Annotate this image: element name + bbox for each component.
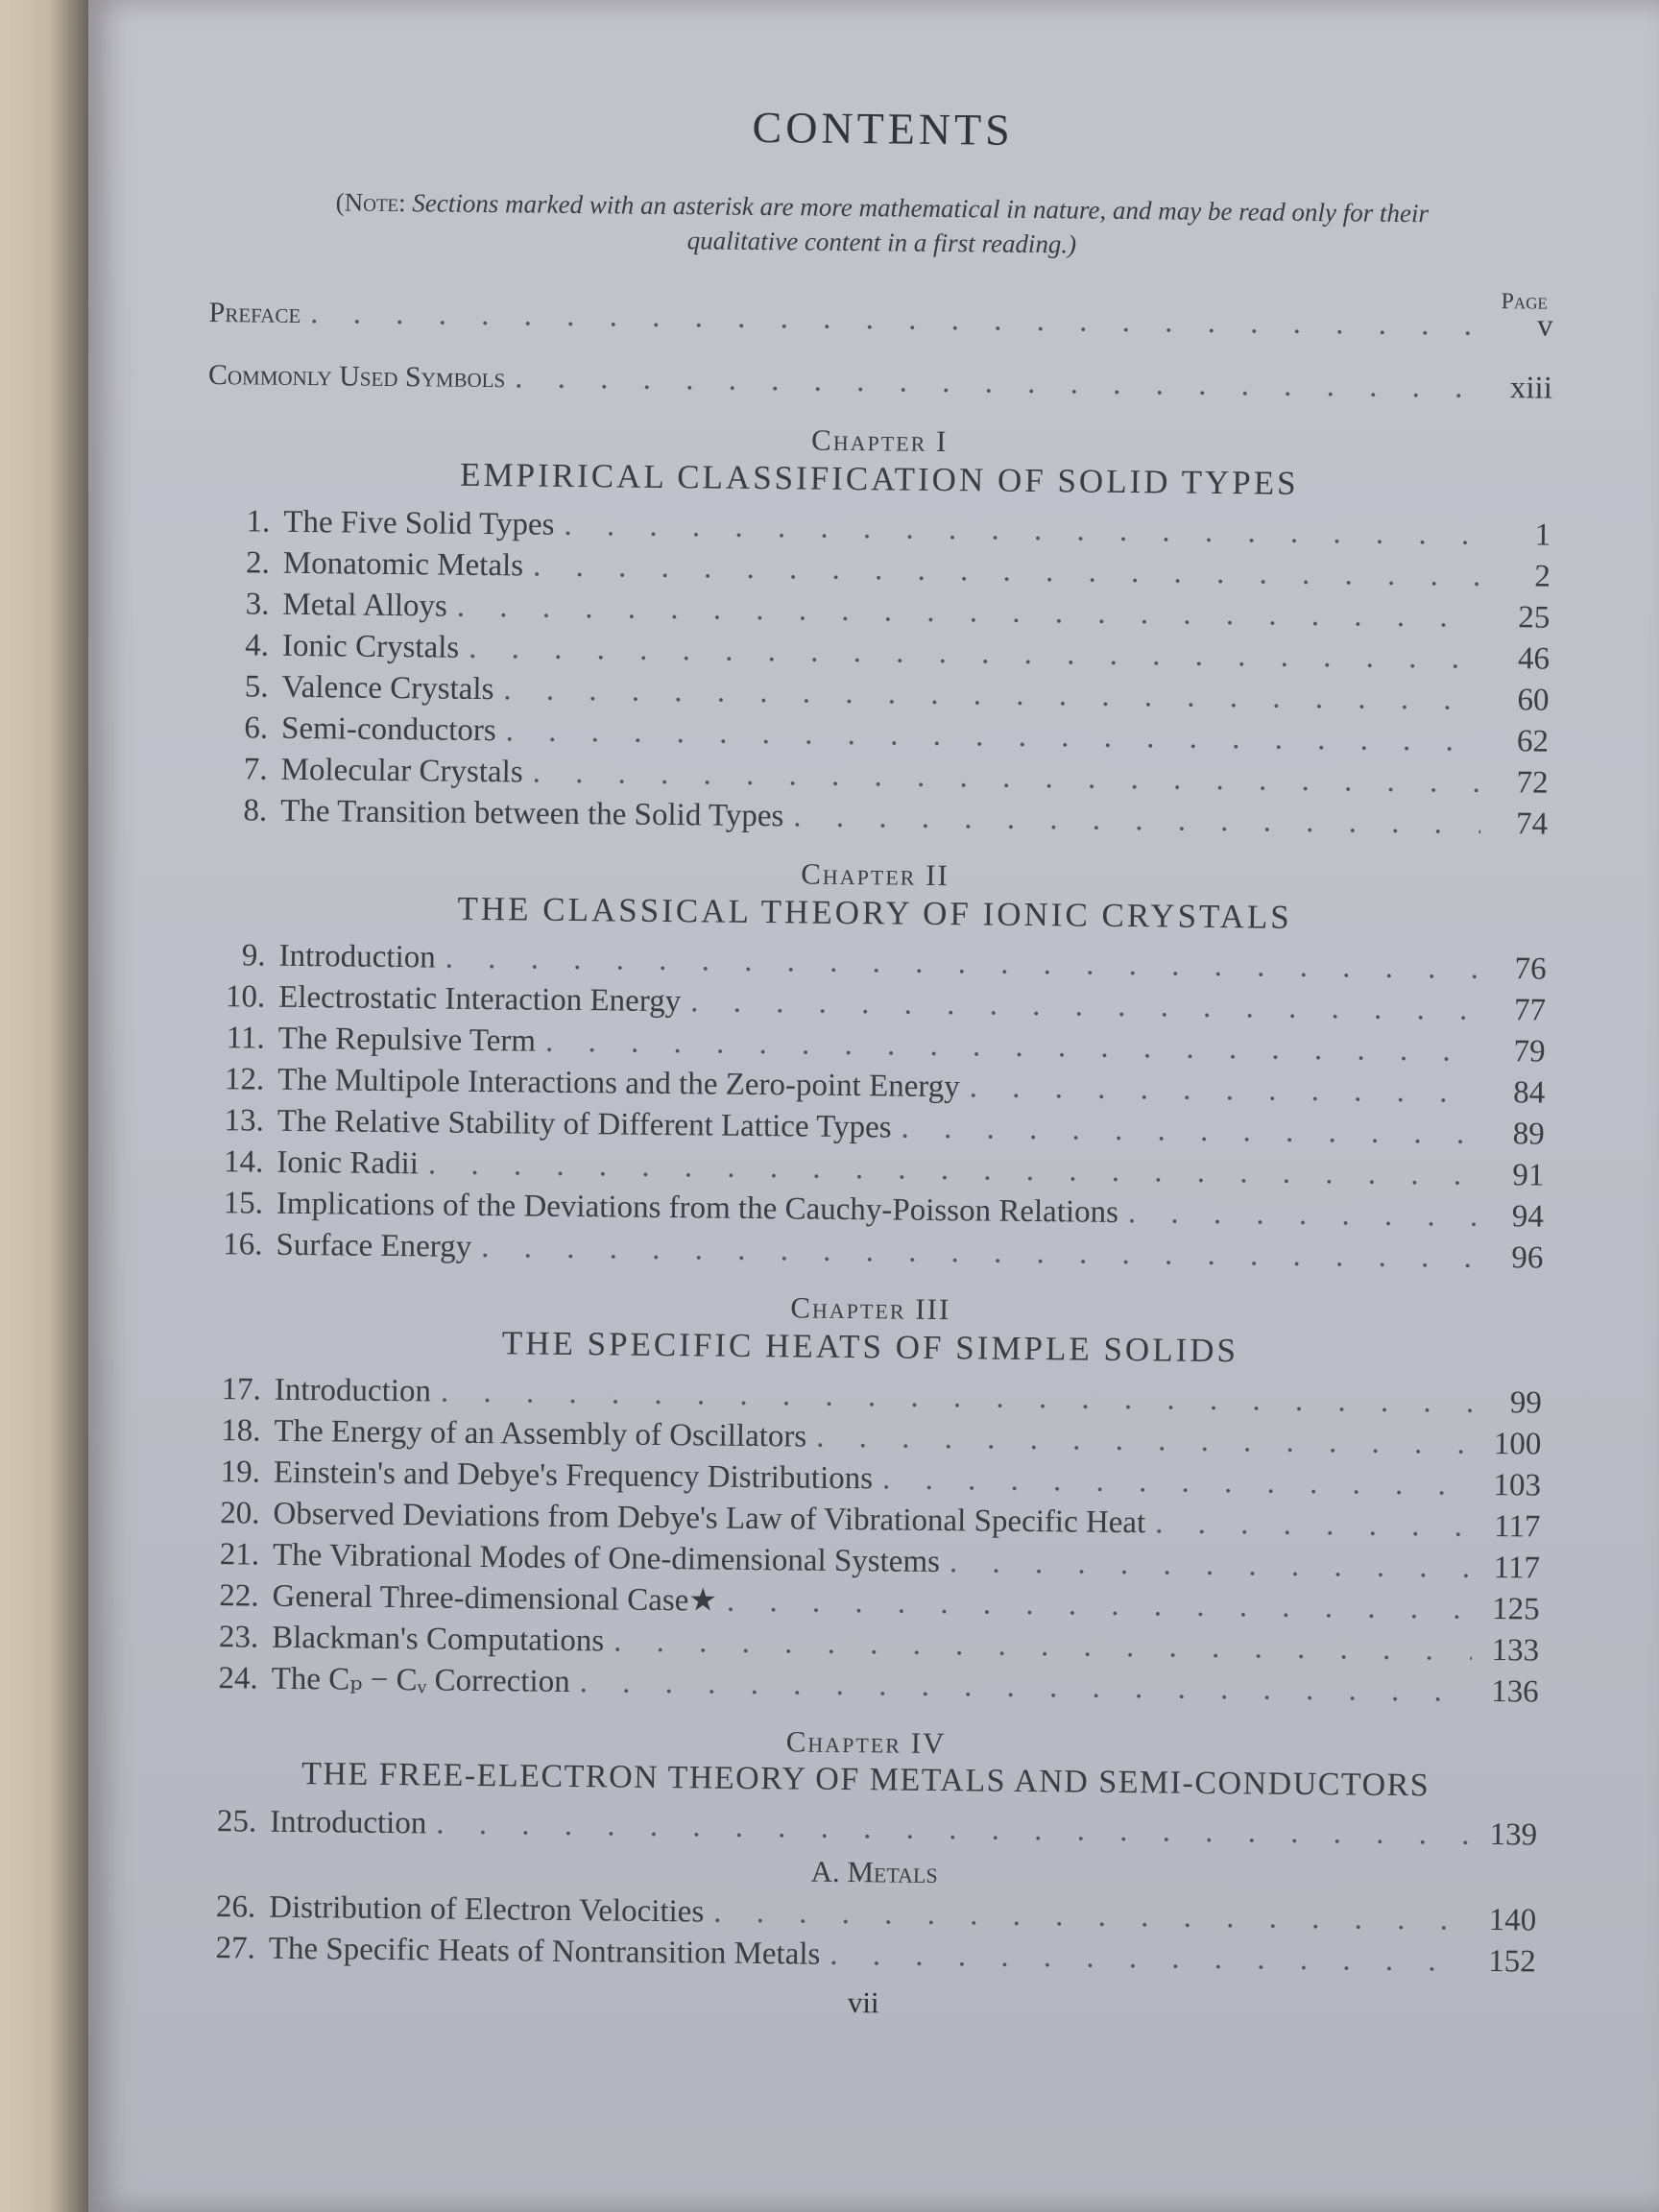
entry-title: The Cₚ − Cᵥ Correction: [271, 1661, 570, 1700]
entry-title: Ionic Crystals: [281, 628, 460, 665]
entry-title: The Five Solid Types: [283, 504, 555, 542]
entry-title: Introduction: [269, 1804, 427, 1841]
entry-title: Monatomic Metals: [282, 545, 524, 584]
entry-page: 133: [1491, 1633, 1540, 1669]
dot-leader: [816, 1417, 1475, 1465]
dot-leader: [950, 1542, 1474, 1589]
section-number: 8.: [243, 793, 268, 829]
page-folio: vii: [847, 1985, 879, 2020]
dot-leader: [882, 1458, 1474, 1505]
section-number: 14.: [223, 1144, 264, 1180]
entry-page: 46: [1517, 641, 1551, 677]
entry-title: Introduction: [278, 938, 436, 975]
section-number: 15.: [223, 1186, 264, 1221]
entry-page: 74: [1515, 806, 1549, 842]
section-number: 18.: [221, 1413, 261, 1449]
section-number: 2.: [245, 545, 271, 581]
section-number: 26.: [215, 1889, 256, 1925]
dot-leader: [515, 357, 1485, 409]
dot-leader: [830, 1935, 1469, 1983]
entry-page: 89: [1512, 1117, 1545, 1152]
entry-title: The Energy of an Assembly of Oscillators: [274, 1413, 807, 1455]
entry-page: 94: [1511, 1199, 1545, 1235]
entry-page: 76: [1514, 951, 1547, 987]
book-binding: [0, 0, 88, 2212]
entry-title: Electrostatic Interaction Energy: [277, 979, 682, 1020]
entry-page: 72: [1516, 765, 1549, 801]
dot-leader: [901, 1108, 1478, 1155]
dot-leader: [436, 1804, 1470, 1856]
section-number: 11.: [226, 1021, 265, 1056]
section-number: 23.: [218, 1620, 259, 1655]
entry-title: Observed Deviations from Debye's Law of Vibrational Specific Heat: [273, 1496, 1146, 1541]
section-number: 25.: [216, 1804, 257, 1839]
chapter-3-sections: [195, 1369, 1543, 1714]
entry-title: Surface Energy: [276, 1227, 472, 1264]
section-number: 6.: [244, 710, 269, 746]
subsection-heading: A. Metals: [810, 1854, 938, 1890]
chapter-title: EMPIRICAL CLASSIFICATION OF SOLID TYPES: [459, 455, 1299, 502]
entry-title: Distribution of Electron Velocities: [269, 1889, 705, 1930]
section-number: 20.: [220, 1496, 260, 1531]
section-number: 24.: [218, 1661, 258, 1696]
contents-page: [88, 0, 1659, 2212]
entry-title: The Vibrational Modes of One-dimensional Systems: [272, 1537, 941, 1580]
section-number: 12.: [224, 1062, 265, 1097]
entry-page: 152: [1488, 1944, 1536, 1980]
note-text: Sections marked with an asterisk are more mathematical in nature, and may be read only for their qualitative content in a first reading.): [412, 188, 1430, 259]
reading-note: [334, 184, 1430, 265]
entry-page: xiii: [1509, 371, 1553, 406]
chapter-title: THE FREE-ELECTRON THEORY OF METALS AND SEMI-CONDUCTORS: [301, 1756, 1431, 1804]
section-number: 21.: [219, 1537, 260, 1573]
entry-page: 96: [1511, 1240, 1544, 1276]
chapter-1-sections: [204, 501, 1551, 846]
section-number: 7.: [243, 752, 268, 787]
dot-leader: [793, 796, 1480, 844]
entry-title: Einstein's and Debye's Frequency Distributions: [273, 1455, 874, 1497]
entry-title: The Relative Stability of Different Lattice Types: [276, 1103, 892, 1145]
section-number: 9.: [241, 938, 266, 974]
entry-page: 139: [1489, 1817, 1538, 1853]
entry-page: 62: [1516, 724, 1550, 759]
section-number: 5.: [244, 669, 269, 705]
entry-title: General Three-dimensional Case★: [272, 1578, 718, 1619]
section-number: 17.: [221, 1372, 262, 1407]
dot-leader: [1155, 1503, 1474, 1547]
entry-page: 125: [1491, 1592, 1540, 1627]
section-number: 13.: [224, 1103, 265, 1139]
entry-page: v: [1536, 308, 1553, 344]
section-number: 4.: [245, 628, 270, 663]
page-column-heading: Page: [1501, 289, 1548, 315]
entry-title: The Specific Heats of Nontransition Metals: [268, 1931, 821, 1972]
entry-page: 79: [1513, 1034, 1546, 1070]
chapter-label: Chapter II: [801, 856, 950, 893]
chapter-label: Chapter I: [810, 422, 949, 459]
entry-page: 99: [1509, 1385, 1543, 1421]
entry-title: Implications of the Deviations from the Cauchy-Poisson Relations: [276, 1186, 1119, 1230]
dot-leader: [1128, 1192, 1477, 1238]
chapter-label: Chapter III: [790, 1290, 951, 1327]
chapter-title: THE SPECIFIC HEATS OF SIMPLE SOLIDS: [501, 1324, 1239, 1370]
entry-page: 100: [1493, 1427, 1542, 1462]
section-number: 3.: [245, 587, 270, 622]
entry-page: 117: [1493, 1551, 1541, 1586]
entry-page: 77: [1513, 993, 1547, 1028]
entry-page: 2: [1534, 559, 1551, 594]
entry-title: Blackman's Computations: [271, 1620, 605, 1659]
dot-leader: [713, 1892, 1469, 1941]
entry-page: 91: [1512, 1158, 1545, 1193]
entry-page: 25: [1518, 600, 1551, 636]
entry-page: 136: [1490, 1674, 1539, 1710]
entry-title: Ionic Radii: [276, 1144, 420, 1182]
section-number: 1.: [246, 504, 271, 540]
chapter-title: THE CLASSICAL THEORY OF IONIC CRYSTALS: [457, 889, 1292, 936]
note-lead: (Note:: [335, 187, 406, 218]
section-number: 22.: [219, 1578, 259, 1614]
entry-title: The Multipole Interactions and the Zero-point Energy: [277, 1062, 960, 1105]
section-number: 27.: [215, 1931, 255, 1966]
entry-page: 1: [1534, 517, 1551, 553]
toc-entry[interactable]: [212, 1801, 1537, 1856]
section-number: 16.: [223, 1227, 263, 1262]
entry-page: 103: [1493, 1468, 1542, 1503]
entry-title: Commonly Used Symbols: [207, 358, 506, 395]
toc-entry-symbols[interactable]: [208, 354, 1552, 410]
entry-page: 117: [1493, 1509, 1541, 1545]
entry-title: The Transition between the Solid Types: [280, 793, 784, 834]
section-number: 19.: [220, 1455, 261, 1490]
dot-leader: [970, 1067, 1479, 1114]
chapter-label: Chapter IV: [785, 1724, 947, 1761]
dot-leader: [579, 1662, 1471, 1713]
chapter-2-sections: [199, 935, 1547, 1280]
entry-title: Valence Crystals: [281, 669, 494, 708]
entry-title: Preface: [208, 296, 301, 329]
entry-title: Metal Alloys: [282, 587, 448, 624]
chapter-4-sections: [192, 1801, 1538, 1984]
entry-title: Molecular Crystals: [280, 752, 523, 790]
entry-page: 60: [1517, 683, 1550, 718]
section-number: 10.: [225, 979, 266, 1015]
page-title: CONTENTS: [752, 102, 1015, 155]
entry-title: Semi-conductors: [280, 710, 496, 749]
contents-body: [191, 96, 1555, 2028]
entry-title: Introduction: [274, 1372, 432, 1409]
entry-page: 84: [1513, 1075, 1546, 1111]
entry-page: 140: [1488, 1903, 1537, 1938]
entry-title: The Repulsive Term: [277, 1021, 537, 1059]
